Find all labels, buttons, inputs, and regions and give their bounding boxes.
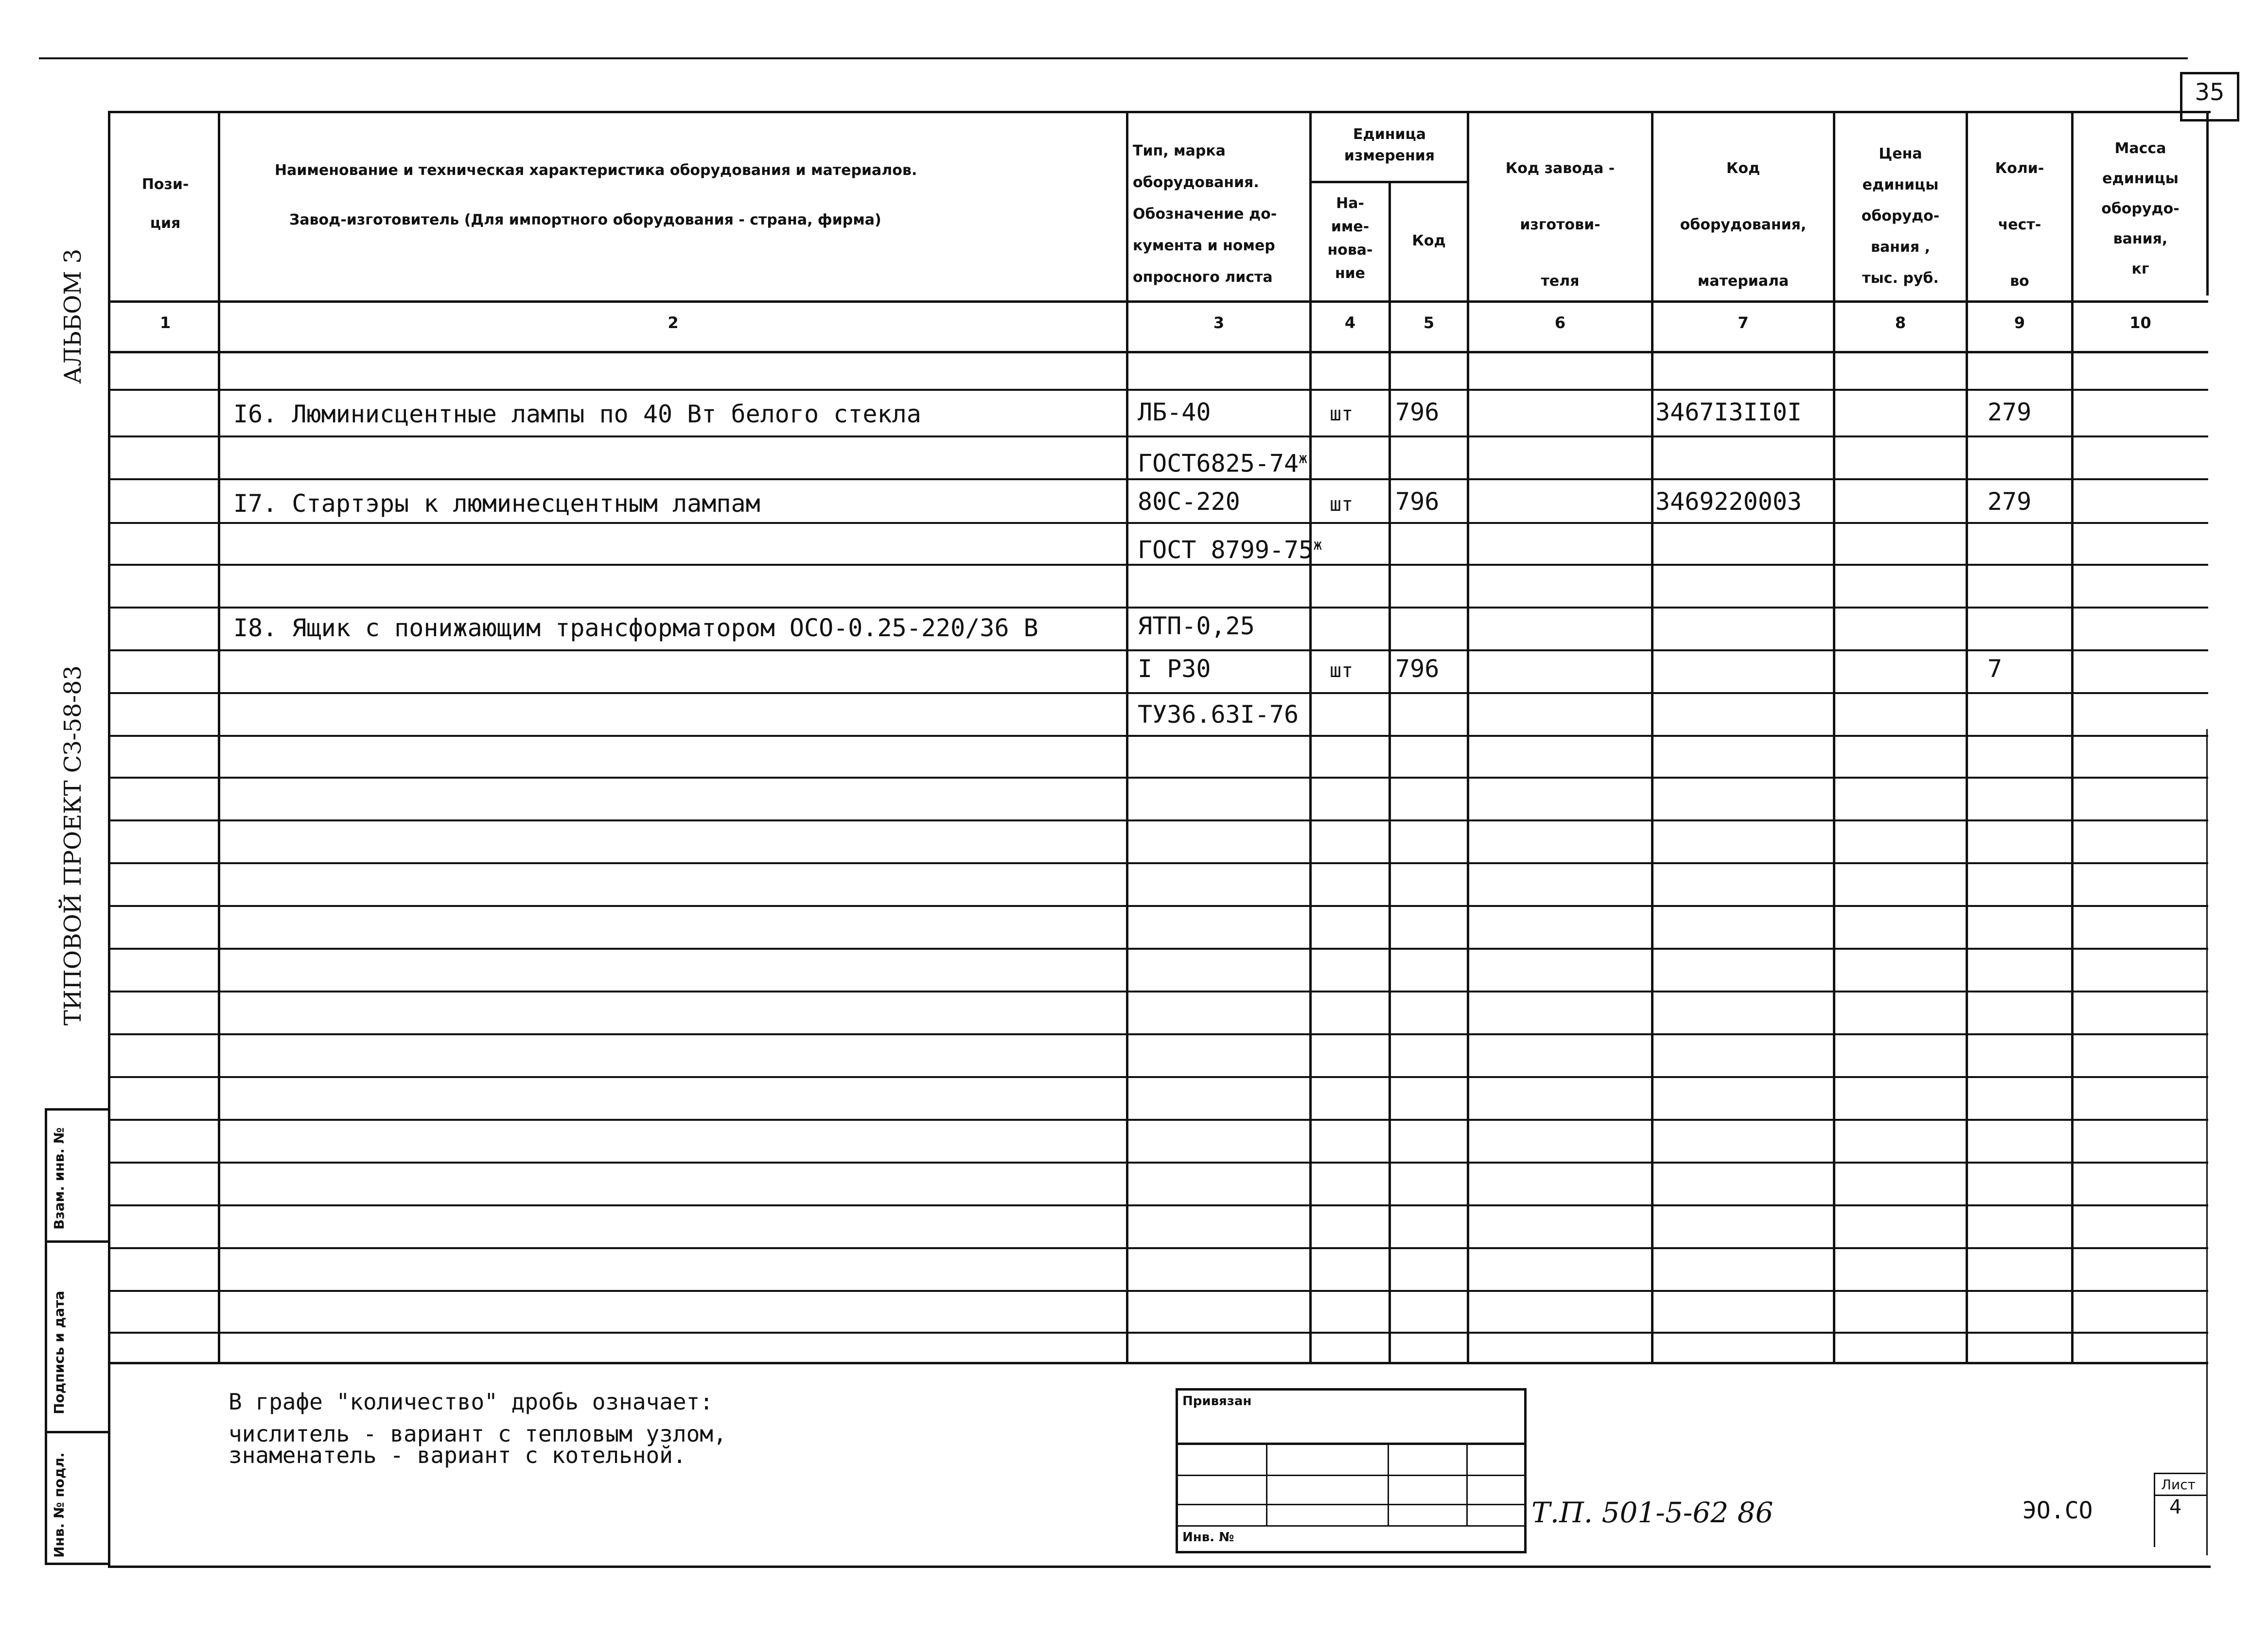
row-type-text: ГОСТ 8799-75 xyxy=(1138,536,1314,564)
column-number-3: 3 xyxy=(1213,313,1225,332)
table-row-line xyxy=(108,948,2208,950)
col-line-3 xyxy=(1309,111,1312,1364)
row-type xyxy=(1138,444,1307,478)
col-line-6 xyxy=(1651,111,1653,1364)
privyazan-line3 xyxy=(1176,1504,1524,1505)
privyazan-col2 xyxy=(1388,1443,1389,1526)
list-label: Лист xyxy=(2161,1477,2196,1493)
column-number-8: 8 xyxy=(1895,313,1906,332)
table-row-line xyxy=(108,522,2208,524)
column-number-6: 6 xyxy=(1554,313,1566,332)
row-type-text: ГОСТ6825-74 xyxy=(1138,449,1299,478)
row-type: 80С-220 xyxy=(1138,487,1240,516)
side-project-label: ТИПОВОЙ ПРОЕКТ СЗ-58-83 xyxy=(59,665,87,1026)
row-unit: шт xyxy=(1330,660,1354,682)
header-name-line2: Завод-изготовитель (Для импортного оборудования - страна, фирма) xyxy=(289,211,881,228)
row-type xyxy=(1138,531,1322,565)
table-row-line xyxy=(108,991,2208,992)
table-bottom-line xyxy=(108,1362,2208,1364)
table-row-line xyxy=(108,692,2208,694)
side-label-vzam: Взам. инв. № xyxy=(51,1127,67,1230)
left-strip-div2 xyxy=(45,1431,110,1433)
footer-note-line1: В графе "количество" дробь означает: xyxy=(229,1389,713,1415)
unit-group-line xyxy=(1309,181,1469,183)
table-row-line xyxy=(108,1033,2208,1035)
col-line-9 xyxy=(2071,111,2074,1364)
column-number-2: 2 xyxy=(668,313,679,332)
privyazan-box xyxy=(1176,1388,1527,1553)
table-row-line xyxy=(108,777,2208,779)
sheet-number: 35 xyxy=(2195,79,2225,106)
table-row-line xyxy=(108,1332,2208,1334)
table-row-line xyxy=(108,1162,2208,1164)
row-unit-code: 796 xyxy=(1395,655,1440,683)
row-unit-code: 796 xyxy=(1395,487,1440,516)
row-unit: шт xyxy=(1330,403,1354,425)
table-row-line xyxy=(108,735,2208,737)
privyazan-label: Привязан xyxy=(1182,1394,1252,1409)
row-name: I7. Стартэры к люминесцентным лампам xyxy=(233,489,760,518)
left-strip-top xyxy=(45,1108,110,1111)
document-code: ЭО.СО xyxy=(2022,1497,2093,1524)
row-name: I6. Люминисцентные лампы по 40 Вт белого стекла xyxy=(233,400,921,428)
header-equipment-code: Код оборудования, материала xyxy=(1680,160,1807,290)
footer-note-line3: знаменатель - вариант с котельной. xyxy=(229,1442,686,1468)
left-strip-div1 xyxy=(45,1240,110,1243)
privyazan-col3 xyxy=(1466,1443,1468,1526)
row-equipment-code: 3467I3II0I xyxy=(1655,398,1802,426)
header-unit-group: Единица измерения xyxy=(1344,126,1435,164)
privyazan-line4 xyxy=(1176,1525,1524,1527)
header-name-line1: Наименование и техническая характеристика оборудования и материалов. xyxy=(275,162,917,179)
row-type: I Р30 xyxy=(1138,655,1211,683)
table-row-line xyxy=(108,1290,2208,1292)
privyazan-line2 xyxy=(1176,1475,1524,1476)
side-label-inv: Инв. № подл. xyxy=(51,1452,67,1558)
col-line-5 xyxy=(1467,111,1469,1364)
row-type: ЯТП-0,25 xyxy=(1138,612,1255,640)
table-row-line xyxy=(108,905,2208,907)
table-row-line xyxy=(108,435,2208,437)
row-type: ЛБ-40 xyxy=(1138,398,1211,426)
header-price: Цена единицы оборудо- вания , тыс. руб. xyxy=(1861,145,1940,287)
row-type-sup: ж xyxy=(1313,537,1322,554)
left-strip-bottom xyxy=(45,1563,110,1565)
row-equipment-code: 3469220003 xyxy=(1655,487,1802,516)
row-quantity: 279 xyxy=(1987,487,2032,516)
row-quantity: 7 xyxy=(1987,655,2003,683)
footer-note-line2: числитель - вариант с тепловым узлом, xyxy=(229,1421,727,1447)
inv-no-label: Инв. № xyxy=(1182,1530,1234,1545)
column-number-5: 5 xyxy=(1423,313,1435,332)
col-line-4 xyxy=(1389,182,1391,1364)
table-row-line xyxy=(108,862,2208,864)
col-line-1 xyxy=(218,111,220,1364)
table-row-line xyxy=(108,1247,2208,1249)
table-row-line xyxy=(108,478,2208,480)
row-type: ТУ36.63I-76 xyxy=(1138,700,1299,729)
table-row-line xyxy=(108,649,2208,651)
column-number-4: 4 xyxy=(1344,313,1356,332)
row-unit-code: 796 xyxy=(1395,398,1440,426)
side-label-podpis: Подпись и дата xyxy=(51,1290,67,1414)
header-factory-code: Код завода - изготови- теля xyxy=(1505,160,1615,290)
column-number-1: 1 xyxy=(159,313,171,332)
frame-right-lower xyxy=(2206,729,2208,1555)
side-album-label: АЛЬБОМ 3 xyxy=(59,248,87,384)
table-row-line xyxy=(108,1076,2208,1078)
table-row-line xyxy=(108,389,2208,391)
header-mass: Масса единицы оборудо- вания, кг xyxy=(2101,140,2180,278)
column-number-9: 9 xyxy=(2014,313,2025,332)
col-line-8 xyxy=(1966,111,1968,1364)
row-name: I8. Ящик с понижающим трансформатором ОСО-0.25-220/36 В xyxy=(233,614,1038,642)
header-type: Тип, марка оборудования. Обозначение до- кумента и номер опросного листа xyxy=(1133,142,1277,286)
row-type-sup: ж xyxy=(1299,450,1308,467)
row-unit: шт xyxy=(1330,493,1354,516)
top-border-line xyxy=(39,57,2188,59)
column-number-7: 7 xyxy=(1738,313,1749,332)
col-line-7 xyxy=(1833,111,1835,1364)
table-row-line xyxy=(108,819,2208,821)
privyazan-line1 xyxy=(1176,1443,1524,1445)
column-numbers-bottom-line xyxy=(108,351,2208,353)
header-quantity: Коли- чест- во xyxy=(1995,160,2044,290)
column-number-10: 10 xyxy=(2129,313,2151,332)
header-unit-code: Код xyxy=(1412,232,1446,249)
table-row-line xyxy=(108,607,2208,609)
table-row-line xyxy=(108,1204,2208,1206)
left-strip-outer xyxy=(45,1108,47,1565)
handwritten-project-code: Т.П. 501-5-62 86 xyxy=(1531,1496,1774,1529)
header-bottom-line xyxy=(108,300,2208,303)
col-line-2 xyxy=(1126,111,1128,1364)
table-row-line xyxy=(108,1119,2208,1121)
header-unit-name: На- име- нова- ние xyxy=(1327,195,1373,282)
privyazan-col1 xyxy=(1266,1443,1267,1526)
header-position: Пози- ция xyxy=(141,176,189,232)
row-quantity: 279 xyxy=(1987,398,2032,426)
list-number: 4 xyxy=(2169,1496,2182,1518)
